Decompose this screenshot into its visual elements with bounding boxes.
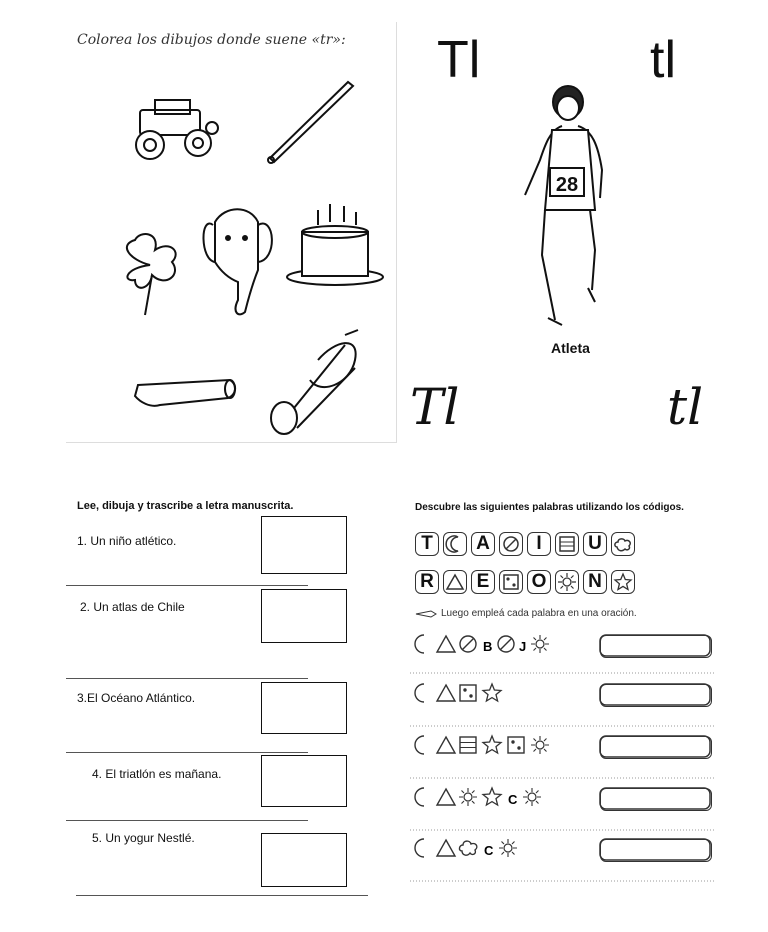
code-letter-i: I bbox=[527, 532, 551, 556]
puzzle-letter-j: J bbox=[519, 639, 527, 654]
transcribe-item-2: 2. Un atlas de Chile bbox=[80, 600, 185, 614]
athlete-bib-number: 28 bbox=[555, 174, 579, 196]
answer-field-1[interactable] bbox=[600, 635, 712, 658]
code-key-row-2 bbox=[415, 570, 635, 594]
answer-field-2[interactable] bbox=[600, 684, 712, 707]
writing-line-2 bbox=[66, 678, 308, 679]
puzzle-letter-b: B bbox=[483, 639, 493, 654]
puzzle-letter-c-2: C bbox=[484, 843, 494, 858]
codes-title: Descubre las siguientes palabras utilizando los códigos. bbox=[415, 502, 684, 513]
code-letter-u: U bbox=[583, 532, 607, 556]
writing-line-5 bbox=[76, 895, 368, 896]
cake-drawing bbox=[287, 204, 383, 285]
code-letter-o: O bbox=[527, 570, 551, 594]
drawing-box-4[interactable] bbox=[261, 755, 347, 807]
print-lowercase-tl: tl bbox=[650, 31, 676, 89]
athlete-label: Atleta bbox=[551, 340, 590, 356]
moon-icon bbox=[443, 532, 467, 556]
triangle-icon bbox=[443, 570, 467, 594]
thermometer-drawing bbox=[268, 82, 353, 163]
athlete-drawing bbox=[500, 80, 630, 340]
transcribe-title: Lee, dibuja y trascribe a letra manuscrita. bbox=[77, 500, 294, 512]
coloring-drawings bbox=[0, 0, 400, 440]
clover-drawing bbox=[127, 234, 176, 315]
puzzle-letter-c: C bbox=[508, 792, 518, 807]
no-sign-icon bbox=[499, 532, 523, 556]
code-letter-t: T bbox=[415, 532, 439, 556]
striped-square-icon bbox=[555, 532, 579, 556]
code-key-row-1 bbox=[415, 532, 635, 556]
transcribe-item-1: 1. Un niño atlético. bbox=[77, 534, 177, 548]
cursive-lowercase-tl: tl bbox=[667, 378, 704, 436]
drawing-box-1[interactable] bbox=[261, 516, 347, 574]
transcribe-item-4: 4. El triatlón es mañana. bbox=[92, 767, 222, 781]
code-letter-a: A bbox=[471, 532, 495, 556]
drawing-box-5[interactable] bbox=[261, 833, 347, 887]
drawing-box-3[interactable] bbox=[261, 682, 347, 734]
code-letter-r: R bbox=[415, 570, 439, 594]
code-letter-n: N bbox=[583, 570, 607, 594]
coloring-instruction: Colorea los dibujos donde suene «tr»: bbox=[77, 32, 346, 48]
code-letter-e: E bbox=[471, 570, 495, 594]
answer-field-4[interactable] bbox=[600, 788, 712, 811]
transcribe-item-3: 3.El Océano Atlántico. bbox=[77, 691, 196, 705]
tractor-drawing bbox=[136, 100, 218, 159]
cloud-icon bbox=[611, 532, 635, 556]
writing-line-1 bbox=[66, 585, 308, 586]
dotted-square-icon bbox=[499, 570, 523, 594]
pencil-icon bbox=[415, 610, 437, 618]
sun-icon bbox=[555, 570, 579, 594]
trumpet-drawing bbox=[271, 330, 358, 434]
star-icon bbox=[611, 570, 635, 594]
answer-field-3[interactable] bbox=[600, 736, 712, 759]
elephant-drawing bbox=[203, 209, 271, 314]
drawing-box-2[interactable] bbox=[261, 589, 347, 643]
answer-field-5[interactable] bbox=[600, 839, 712, 862]
writing-line-4 bbox=[66, 820, 308, 821]
log-drawing bbox=[135, 380, 235, 406]
transcribe-item-5: 5. Un yogur Nestlé. bbox=[92, 831, 195, 845]
print-uppercase-tl: Tl bbox=[437, 31, 481, 89]
cursive-uppercase-tl: Tl bbox=[410, 378, 460, 436]
codes-hint: Luego empleá cada palabra en una oración. bbox=[415, 608, 637, 619]
writing-line-3 bbox=[66, 752, 308, 753]
